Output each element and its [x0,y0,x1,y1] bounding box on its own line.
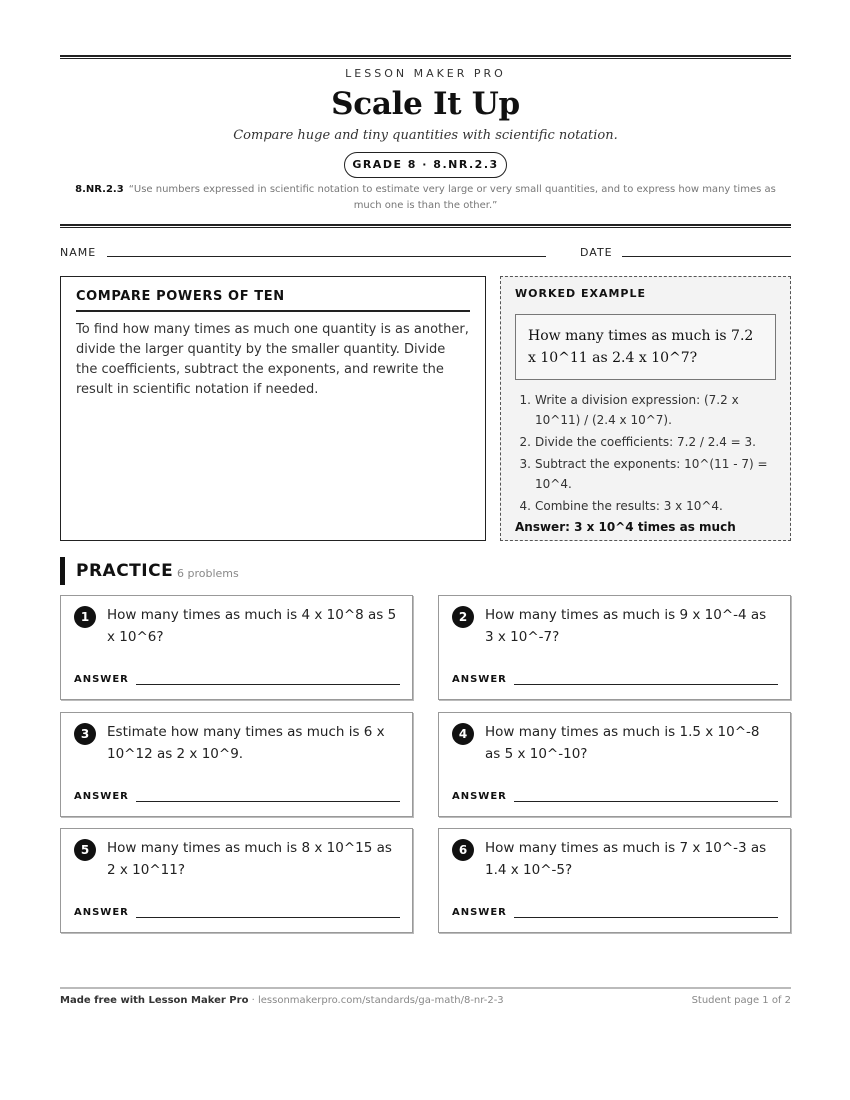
standard-text: “Use numbers expressed in scientific notation to estimate very large or very small quantities, and to express how many times as much one is than the other.” [128,184,776,211]
footer-made-with: Made free with Lesson Maker Pro [60,995,249,1006]
footer-credit [60,995,504,1006]
practice-heading: PRACTICE [76,561,174,581]
problem-number-badge: 4 [452,723,474,745]
answer-label: ANSWER [74,674,129,685]
concept-box [60,276,486,541]
footer-url[interactable]: · lessonmakerpro.com/standards/ga-math/8-nr-2-3 [248,995,504,1006]
practice-accent-bar [60,557,65,585]
answer-field[interactable] [514,917,778,918]
worked-example-step: 1. Write a division expression: (7.2 x 10^11) / (2.4 x 10^7). [519,393,739,427]
standard-code: 8.NR.2.3 [75,184,124,195]
problem-card-6 [438,828,791,933]
worked-example-step: 2. Divide the coefficients: 7.2 / 2.4 = 3. [519,435,756,449]
grade-badge: GRADE 8 · 8.NR.2.3 [344,152,507,178]
answer-field[interactable] [136,684,400,685]
worked-example-answer: Answer: 3 x 10^4 times as much [515,520,736,534]
problem-question: How many times as much is 4 x 10^8 as 5 x 10^6? [107,607,397,645]
page-title: Scale It Up [331,86,520,122]
answer-label: ANSWER [74,907,129,918]
problem-number-badge: 1 [74,606,96,628]
concept-text: To find how many times as much one quantity is as another, divide the larger quantity by the smaller quantity. Divide the coefficients, subtract the exponents, and rewrite the result in scientific notation if needed. [76,322,469,397]
problem-number-badge: 5 [74,839,96,861]
answer-field[interactable] [514,684,778,685]
answer-field[interactable] [136,801,400,802]
name-field[interactable] [107,256,546,257]
name-label: NAME [60,246,97,259]
problem-question: How many times as much is 7 x 10^-3 as 1.4 x 10^-5? [485,840,767,878]
worked-example-heading: WORKED EXAMPLE [515,287,646,300]
worked-example-question: How many times as much is 7.2 x 10^11 as 2.4 x 10^7? [515,314,776,380]
worked-example-box [500,276,791,541]
worked-example-step: 3. Subtract the exponents: 10^(11 - 7) = 10^4. [519,457,768,491]
problem-question: How many times as much is 9 x 10^-4 as 3 x 10^-7? [485,607,767,645]
problem-card-2 [438,595,791,700]
date-label: DATE [580,246,613,259]
problem-card-4 [438,712,791,817]
header-bottom-rule [60,224,791,228]
footer-rule [60,987,791,989]
answer-label: ANSWER [452,674,507,685]
header-top-rule [60,55,791,59]
concept-heading: COMPARE POWERS OF TEN [76,289,470,312]
problem-card-3 [60,712,413,817]
problem-number-badge: 6 [452,839,474,861]
footer-page-number: Student page 1 of 2 [691,995,791,1006]
problem-card-5 [60,828,413,933]
problem-card-1 [60,595,413,700]
problem-number-badge: 2 [452,606,474,628]
standard-description [60,182,791,214]
practice-count: 6 problems [177,567,239,580]
answer-field[interactable] [514,801,778,802]
answer-field[interactable] [136,917,400,918]
problem-number-badge: 3 [74,723,96,745]
date-field[interactable] [622,256,791,257]
worked-example-step: 4. Combine the results: 3 x 10^4. [519,499,723,513]
problem-question: How many times as much is 8 x 10^15 as 2 x 10^11? [107,840,392,878]
brand-name: LESSON MAKER PRO [345,67,506,80]
problem-question: How many times as much is 1.5 x 10^-8 as 5 x 10^-10? [485,724,760,762]
page-subtitle: Compare huge and tiny quantities with scientific notation. [233,128,618,143]
answer-label: ANSWER [74,791,129,802]
answer-label: ANSWER [452,907,507,918]
problem-question: Estimate how many times as much is 6 x 10^12 as 2 x 10^9. [107,724,385,762]
worked-example-steps [515,390,776,516]
answer-label: ANSWER [452,791,507,802]
